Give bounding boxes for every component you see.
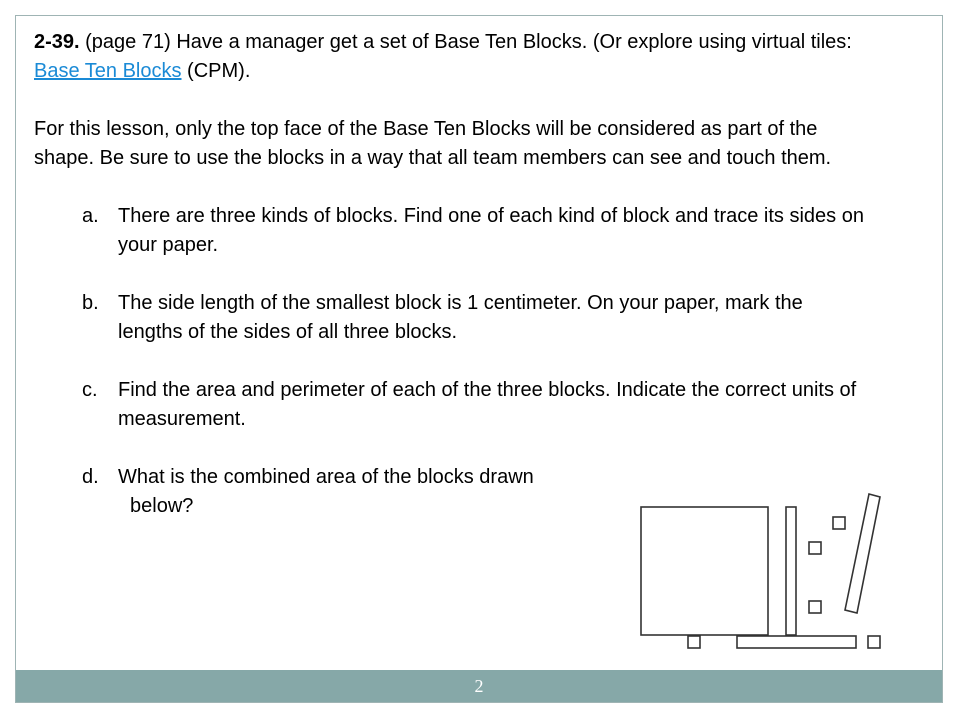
item-text: Find the area and perimeter of each of the three blocks. Indicate the correct units of measurement. <box>118 379 857 430</box>
hundred-flat-block <box>641 507 768 635</box>
item-letter: a. <box>82 205 99 227</box>
item-letter: c. <box>82 379 98 401</box>
unit-cube <box>868 636 880 648</box>
unit-cube <box>809 542 821 554</box>
footer-bar <box>16 670 942 702</box>
unit-cube <box>809 601 821 613</box>
intro-text: (page 71) Have a manager get a set of Base Ten Blocks. (Or explore using virtual tiles: <box>79 31 852 53</box>
item-text: The side length of the smallest block is 1 centimeter. On your paper, mark the lengths of the sides of all three blocks. <box>118 292 803 343</box>
base-ten-blocks-link[interactable]: Base Ten Blocks <box>34 60 182 82</box>
unit-cube <box>833 517 845 529</box>
lesson-paragraph: For this lesson, only the top face of the Base Ten Blocks will be considered as part of the shape. Be sure to use the blocks in a way that all team members can see and touch them. <box>34 118 832 169</box>
ten-rod-tilted <box>845 494 880 613</box>
problem-number: 2-39. <box>34 31 80 53</box>
item-text: What is the combined area of the blocks drawn <box>118 466 534 488</box>
page-number: 2 <box>474 676 484 696</box>
ten-rod-horizontal <box>737 636 856 648</box>
item-letter: b. <box>82 292 99 314</box>
intro-text-end: (CPM). <box>181 60 251 82</box>
item-text: There are three kinds of blocks. Find one of each kind of block and trace its sides on your paper. <box>118 205 864 256</box>
ten-rod-vertical <box>786 507 796 635</box>
item-letter: d. <box>82 466 99 488</box>
unit-cube <box>688 636 700 648</box>
item-d-continuation: below? <box>130 495 194 517</box>
